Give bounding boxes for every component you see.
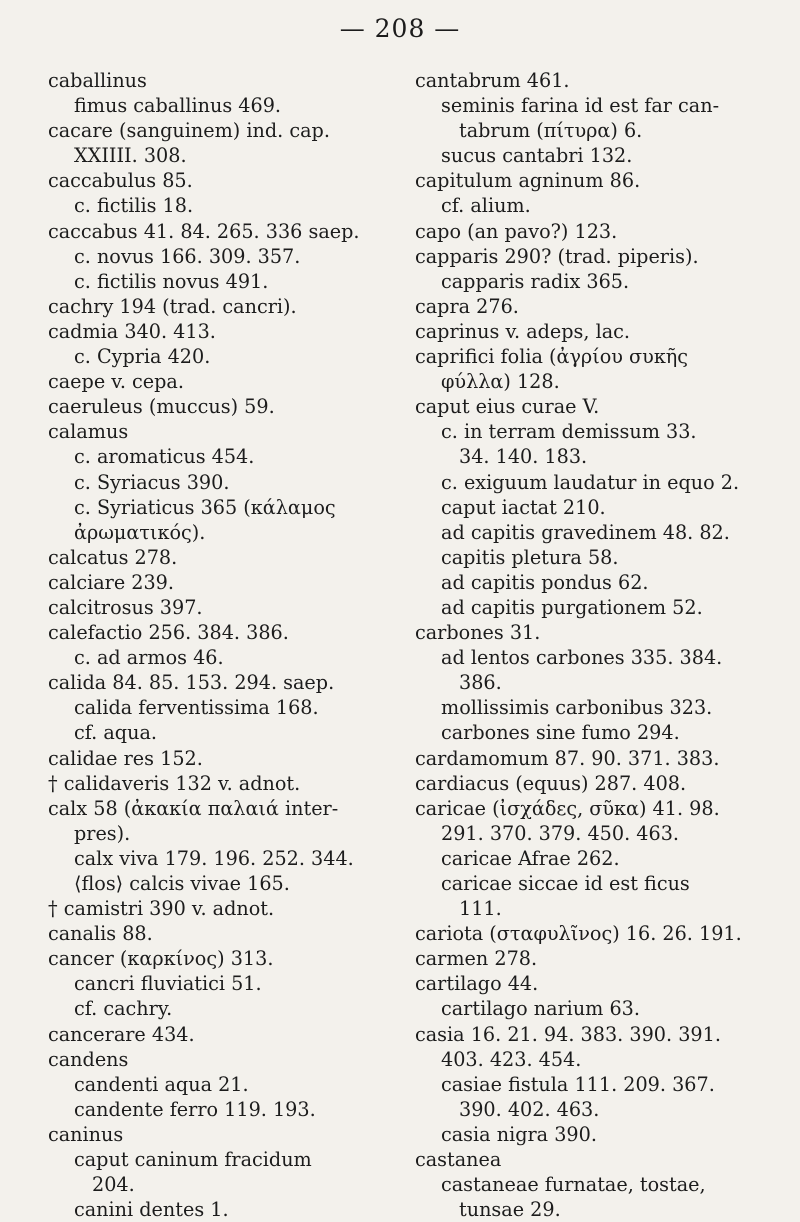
index-line: calcatus 278. — [48, 545, 178, 569]
index-line: capo (an pavo?) 123. — [415, 219, 618, 243]
index-line: cancer (καρκίνος) 313. — [48, 947, 274, 971]
index-line: c. fictilis novus 491. — [74, 269, 269, 293]
index-line: capitis pletura 58. — [441, 545, 619, 569]
index-line: † camistri 390 v. adnot. — [48, 897, 275, 921]
index-line: calida 84. 85. 153. 294. saep. — [48, 671, 335, 695]
index-line: c. novus 166. 309. 357. — [74, 244, 301, 268]
index-line: caput caninum fracidum — [74, 1148, 312, 1172]
index-line: calx 58 (ἀκακία παλαιά inter- — [48, 796, 339, 820]
index-line: cf. alium. — [441, 194, 531, 218]
index-line: pres). — [74, 821, 131, 845]
index-line: c. exiguum laudatur in equo 2. — [441, 470, 740, 494]
index-line: canalis 88. — [48, 922, 153, 946]
index-line: cacare (sanguinem) ind. cap. — [48, 119, 330, 143]
index-line: cancri fluviatici 51. — [74, 972, 262, 996]
index-line: cariota (σταφυλῖνος) 16. 26. 191. — [415, 922, 742, 946]
index-line: c. Cypria 420. — [74, 345, 211, 369]
index-line: 403. 423. 454. — [441, 1047, 582, 1071]
index-line: c. aromaticus 454. — [74, 445, 255, 469]
index-line: ⟨flos⟩ calcis vivae 165. — [74, 872, 290, 895]
index-line: castaneae furnatae, tostae, — [441, 1173, 706, 1197]
index-line: caeruleus (muccus) 59. — [48, 395, 275, 419]
index-line: caput eius curae V. — [415, 395, 600, 419]
index-line: caprinus v. adeps, lac. — [415, 319, 631, 343]
index-line: tunsae 29. — [459, 1198, 561, 1222]
index-line: ἀρωματικός). — [74, 520, 206, 544]
index-line: candenti aqua 21. — [74, 1072, 249, 1096]
index-line: caricae (ἰσχάδες, σῦκα) 41. 98. — [415, 796, 720, 820]
right-column — [415, 68, 787, 1222]
index-line: caninus — [48, 1122, 124, 1146]
index-line: ad capitis purgationem 52. — [441, 595, 703, 619]
index-line: 390. 402. 463. — [459, 1097, 600, 1121]
index-line: seminis farina id est far can- — [441, 94, 720, 118]
index-line: carmen 278. — [415, 947, 538, 971]
index-line: c. Syriacus 390. — [74, 470, 230, 494]
index-line: cachry 194 (trad. cancri). — [48, 294, 297, 318]
index-line: ad capitis gravedinem 48. 82. — [441, 520, 730, 544]
index-line: calciare 239. — [48, 570, 174, 594]
index-line: calamus — [48, 420, 129, 444]
index-line: 386. — [459, 671, 502, 695]
index-line: caput iactat 210. — [441, 495, 606, 519]
index-line: caprifici folia (ἀγρίου συκῆς — [415, 345, 689, 369]
index-line: cardiacus (equus) 287. 408. — [415, 771, 687, 795]
index-line: casia 16. 21. 94. 383. 390. 391. — [415, 1022, 721, 1046]
index-line: carbones 31. — [415, 621, 541, 645]
index-line: cf. aqua. — [74, 721, 157, 745]
index-line: XXIIII. 308. — [74, 144, 187, 168]
index-line: capparis radix 365. — [441, 269, 630, 293]
index-line: calidae res 152. — [48, 746, 203, 770]
index-line: caccabus 41. 84. 265. 336 saep. — [48, 219, 360, 243]
index-line: cadmia 340. 413. — [48, 319, 216, 343]
index-line: capparis 290? (trad. piperis). — [415, 244, 699, 268]
index-line: fimus caballinus 469. — [74, 94, 281, 118]
index-line: candente ferro 119. 193. — [74, 1097, 316, 1121]
index-line: cf. cachry. — [74, 997, 173, 1021]
index-line: caricae Afrae 262. — [441, 846, 620, 870]
index-line: castanea — [415, 1148, 502, 1172]
index-line: mollissimis carbonibus 323. — [441, 696, 713, 720]
page-number: — 208 — — [339, 14, 461, 43]
index-line: cancerare 434. — [48, 1022, 195, 1046]
index-line: capra 276. — [415, 294, 519, 318]
index-line: canini dentes 1. — [74, 1198, 229, 1222]
index-line: casia nigra 390. — [441, 1122, 597, 1146]
index-line: capitulum agninum 86. — [415, 169, 641, 193]
index-line: casiae fistula 111. 209. 367. — [441, 1072, 715, 1096]
index-line: tabrum (πίτυρα) 6. — [459, 119, 643, 143]
index-line: carbones sine fumo 294. — [441, 721, 680, 745]
index-line: c. fictilis 18. — [74, 194, 194, 218]
index-line: calx viva 179. 196. 252. 344. — [74, 846, 354, 870]
index-line: caricae siccae id est ficus — [441, 872, 690, 895]
index-line: ad lentos carbones 335. 384. — [441, 646, 723, 670]
index-line: † calidaveris 132 v. adnot. — [48, 771, 301, 795]
index-line: cartilago 44. — [415, 972, 539, 996]
index-line: 291. 370. 379. 450. 463. — [441, 821, 680, 845]
index-line: sucus cantabri 132. — [441, 144, 633, 168]
index-line: 111. — [459, 897, 502, 921]
index-line: cartilago narium 63. — [441, 997, 640, 1021]
index-line: calcitrosus 397. — [48, 595, 203, 619]
index-line: candens — [48, 1047, 129, 1071]
index-line: φύλλα) 128. — [441, 370, 560, 394]
index-line: 204. — [92, 1173, 135, 1197]
index-line: caballinus — [48, 69, 147, 92]
index-line: ad capitis pondus 62. — [441, 570, 649, 594]
index-line: calefactio 256. 384. 386. — [48, 621, 289, 645]
index-line: 34. 140. 183. — [459, 445, 588, 469]
index-line: cantabrum 461. — [415, 69, 570, 92]
index-line: caccabulus 85. — [48, 169, 193, 193]
left-column — [48, 68, 400, 1222]
index-line: calida ferventissima 168. — [74, 696, 319, 720]
index-line: c. ad armos 46. — [74, 646, 224, 670]
index-line: cardamomum 87. 90. 371. 383. — [415, 746, 720, 770]
index-line: c. Syriaticus 365 (κάλαμος — [74, 495, 336, 519]
index-line: c. in terram demissum 33. — [441, 420, 697, 444]
index-line: caepe v. cepa. — [48, 370, 184, 394]
